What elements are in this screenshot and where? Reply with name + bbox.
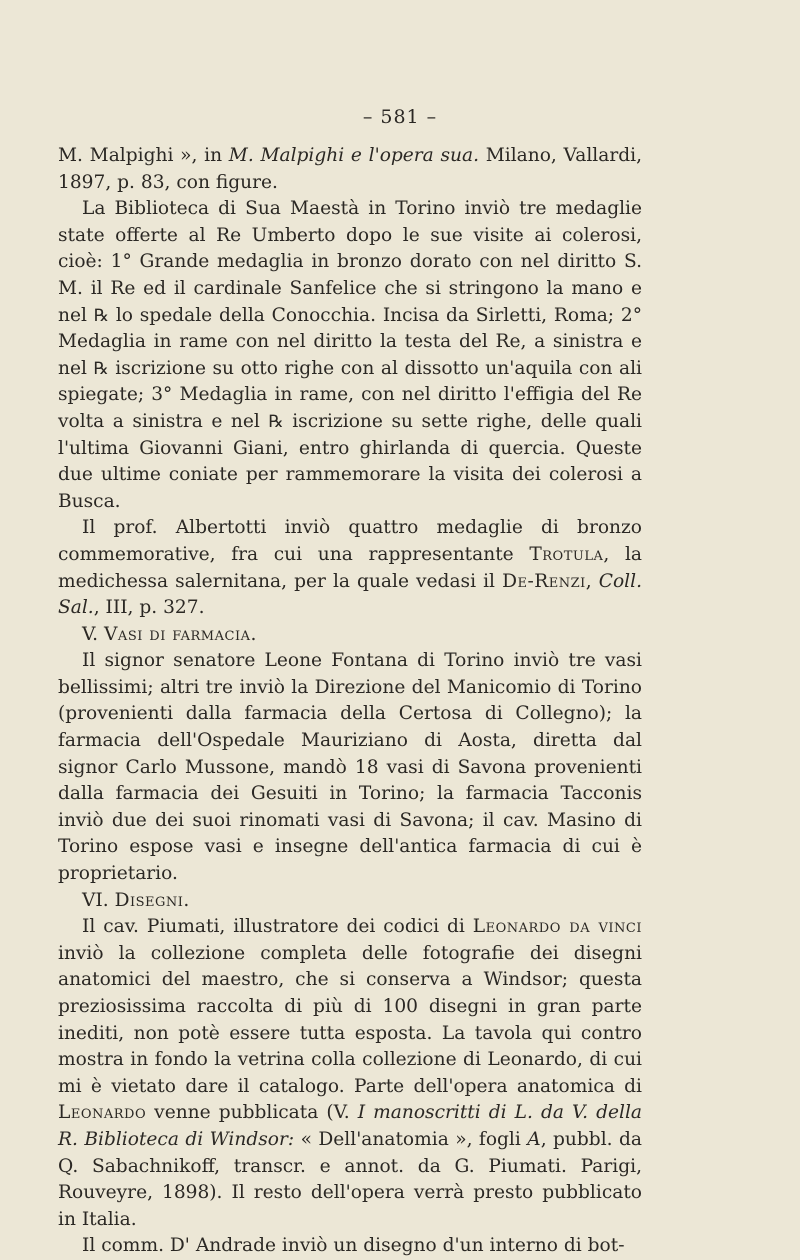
recipe-symbol: ℞ [93, 358, 109, 379]
text-span: , pubbl. da Q. Sabachnikoff, transcr. e annot. da G. Piumati. Parigi, Rouveyre, 1898). Il resto dell'opera verrà presto pubblicato in Italia. [58, 1128, 642, 1230]
text-span: Il prof. Albertotti inviò quattro medaglie di bronzo commemorative, fra cui una rappresentante [58, 517, 642, 565]
text-span: Il cav. Piumati, illustratore dei codici di [82, 916, 473, 938]
paragraph-andrade: Il comm. D' Andrade inviò un disegno d'un interno di bot- [82, 1235, 625, 1257]
folio-letter: A [527, 1128, 541, 1150]
section-heading-vasi [58, 622, 642, 649]
name-leonardo-da-vinci: Leonardo da vinci [472, 916, 642, 938]
text-span: inviò la collezione completa delle fotografie dei disegni anatomici del maestro, che si conserva a Windsor; questa preziosissima raccolta di più di 100 disegni in gran parte inediti, non potè essere tutta esposta. La tavola qui contro mostra in fondo la vetrina colla collezione di Leonardo, di cui mi è vietato dare il catalogo. Parte dell'opera anatomica di [58, 942, 642, 1097]
recipe-symbol: ℞ [268, 411, 284, 432]
text-span: iscrizione su otto righe con al dissotto un'aquila con ali spiegate; 3° Medaglia in rame, con nel diritto l'effigia del Re volta a sinistra e nel [58, 357, 642, 432]
section-number: V. [82, 623, 104, 645]
text-span: , la medichessa salernitana, per la quale vedasi il [58, 543, 642, 592]
body-text [58, 143, 642, 1260]
book-title-coll-sal: Coll. Sal. [58, 570, 642, 619]
section-title: Vasi di farmacia. [104, 623, 257, 645]
author-de-renzi: De-Renzi [502, 570, 586, 592]
section-number: VI. [82, 889, 115, 911]
text-span: M. Malpighi », in [58, 145, 229, 166]
text-span: , III, p. 327. [93, 597, 205, 619]
recipe-symbol: ℞ [93, 305, 109, 326]
text-span: lo spedale della Conocchia. Incisa da Sirletti, Roma; 2° Medaglia in rame con nel diritto la testa del Re, a sinistra e nel [58, 304, 642, 379]
text-span: , [585, 570, 599, 592]
text-span: Milano, Vallardi, 1897, p. 83, con figure. [58, 145, 642, 193]
book-title-manoscritti: I manoscritti di L. da V. della R. Biblioteca di Windsor: [58, 1102, 642, 1150]
paragraph-piumati [58, 914, 642, 1233]
page-number: – 581 – [362, 106, 438, 128]
paragraph-medaglie-biblioteca [58, 196, 642, 515]
text-span: venne pubblicata (V. [146, 1102, 358, 1124]
paragraph-vasi: Il signor senatore Leone Fontana di Torino inviò tre vasi bellissimi; altri tre inviò la Direzione del Manicomio di Torino (provenienti dalla farmacia della Certosa di Collegno); la farmacia dell'Ospedale Mauriziano di Aosta, diretta dal signor Carlo Mussone, mandò 18 vasi di Savona provenienti dalla farmacia dei Gesuiti in Torino; la farmacia Tacconis inviò due dei suoi rinomati vasi di Savona; il cav. Masino di Torino espose vasi e insegne dell'antica farmacia di cui è proprietario. [58, 650, 642, 885]
text-span: iscrizione su sette righe, delle quali l'ultima Giovanni Giani, entro ghirlanda di quercia. Queste due ultime coniate per rammemorare la visita dei colerosi a Busca. [58, 410, 642, 512]
section-title: Disegni. [114, 889, 190, 911]
section-heading-disegni [58, 888, 642, 915]
text-span: La Biblioteca di Sua Maestà in Torino inviò tre medaglie state offerte al Re Umberto dopo le sue visite ai colerosi, cioè: 1° Grande medaglia in bronzo dorato con nel diritto S. M. il Re ed il cardinale Sanfelice che si stringono la mano e nel [58, 198, 642, 326]
paragraph-reference-malpighi [58, 143, 642, 196]
book-title-malpighi: M. Malpighi e l'opera sua. [228, 145, 480, 166]
text-span: « Dell'anatomia », fogli [294, 1128, 528, 1150]
paragraph-albertotti [58, 515, 642, 621]
name-trotula: Trotula [529, 543, 604, 565]
name-leonardo: Leonardo [58, 1102, 147, 1124]
